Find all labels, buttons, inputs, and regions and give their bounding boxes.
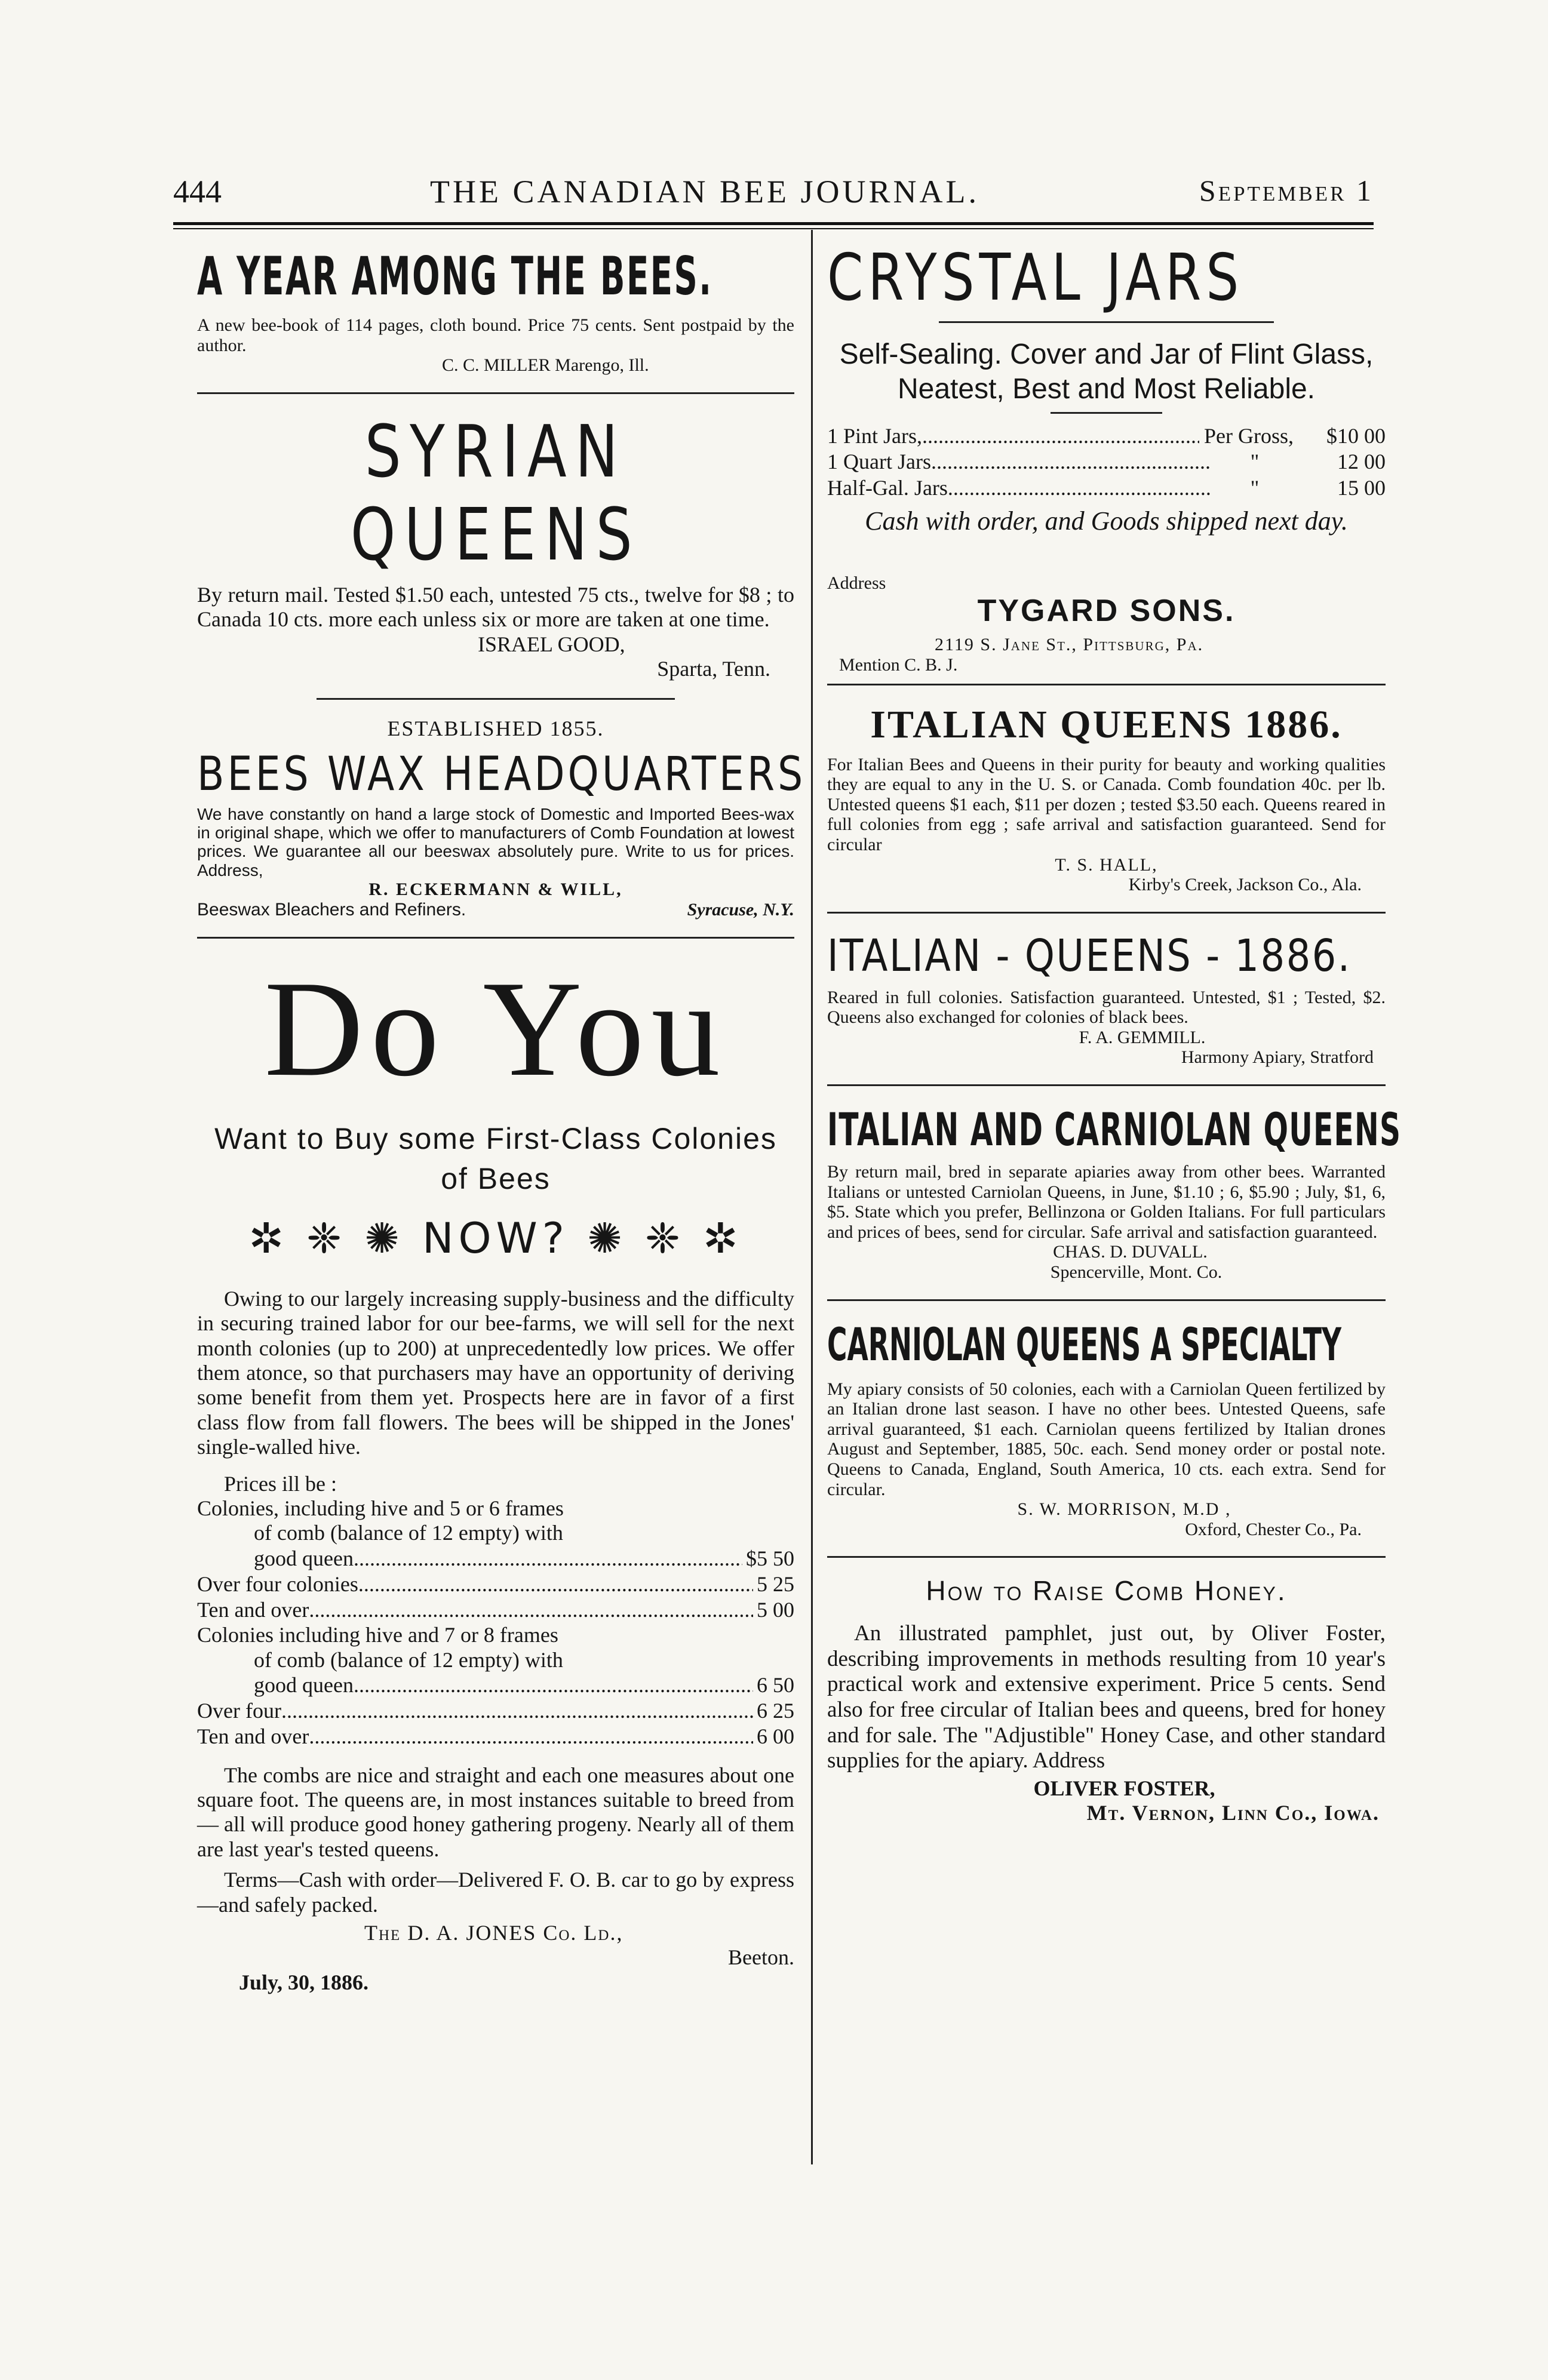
- advertiser-place: Spencerville, Mont. Co.: [1050, 1262, 1223, 1283]
- advertiser-line: [197, 900, 794, 920]
- ad-syrian-queens: [197, 411, 794, 682]
- right-column: [827, 236, 1402, 1825]
- price-row: Ten and over ..... 5 00: [197, 1597, 794, 1623]
- advertiser-name: The D. A. JONES Co. Ld.,: [364, 1920, 624, 1945]
- separator: [827, 1084, 1386, 1086]
- jar-price-row: Half-Gal. Jars ..... " 15 00: [827, 475, 1386, 501]
- advertiser-name: S. W. MORRISON, M.D ,: [1017, 1499, 1231, 1520]
- ad-body: Owing to our largely increasing supply-business and the difficulty in securing trained labor for our bee-farms, we will sell for the next month colonies (up to 200) at unprecedentedly low prices. We offer them atonce, so that purchasers may have an opportunity of deriving some benefit from them yet. Prospects here are in favor of a first class flow from fall flowers. The bees will be shipped in the Jones' single-walled hive.: [197, 1286, 794, 1459]
- header-rule-thin: [173, 228, 1374, 229]
- ornament-icon: ✲ ❈ ✺: [248, 1213, 404, 1263]
- terms-text: Terms—Cash with order—Delivered F. O. B. car to go by express—and safely packed.: [197, 1868, 794, 1917]
- ad-beeswax: [197, 717, 806, 920]
- price-row: good queen ..... $5 50: [197, 1546, 794, 1572]
- separator: [827, 1556, 1386, 1558]
- advertiser-name: CHAS. D. DUVALL.: [1053, 1242, 1208, 1262]
- ad-italian-queens-hall: [827, 702, 1386, 895]
- jar-price-row: 1 Pint Jars, ..... Per Gross, $10 00: [827, 423, 1386, 449]
- jar-price-row: 1 Quart Jars ..... " 12 00: [827, 449, 1386, 475]
- cash-terms: Cash with order, and Goods shipped next day.: [865, 506, 1348, 536]
- price-row: Over four ..... 6 25: [197, 1698, 794, 1724]
- advertiser-name: R. ECKERMANN & WILL,: [368, 880, 623, 900]
- ad-subtitle: Want to Buy some First-Class Colonies of Bees: [214, 1121, 777, 1196]
- separator: [827, 1299, 1386, 1301]
- ad-body: For Italian Bees and Queens in their purity for beauty and working qualities they are equal to any in the U. S. or Canada. Comb foundation 40c. per lb. Untested queens $1 each, $11 per dozen ; tested $3.50 each. Queens reared in full colonies from egg ; safe arrival and satisfaction guaranteed. Send for circular: [827, 754, 1386, 854]
- advertiser-name: F. A. GEMMILL.: [1079, 1027, 1206, 1047]
- advertiser-place: Mt. Vernon, Linn Co., Iowa.: [1086, 1801, 1380, 1825]
- ad-year-among-bees: [197, 245, 794, 376]
- ad-date: July, 30, 1886.: [239, 1970, 369, 1994]
- advertiser-trade: Beeswax Bleachers and Refiners.: [197, 899, 466, 920]
- established-line: ESTABLISHED 1855.: [387, 717, 604, 741]
- ad-title: ITALIAN - QUEENS - 1886.: [827, 930, 1352, 982]
- separator: [827, 912, 1386, 914]
- header-rule: [173, 222, 1374, 225]
- left-column: [197, 236, 806, 1995]
- advertiser-place: Harmony Apiary, Stratford: [1181, 1047, 1374, 1068]
- separator: [939, 321, 1274, 323]
- separator: [827, 684, 1386, 685]
- column-divider: [811, 230, 813, 2164]
- advertiser-place: Sparta, Tenn.: [657, 656, 770, 681]
- ad-carniolan-morrison: [827, 1318, 1386, 1540]
- ad-do-you: [197, 952, 794, 1995]
- advertiser-street: 2119 S. Jane St., Pittsburg, Pa.: [935, 635, 1204, 655]
- separator: [317, 698, 675, 700]
- separator: [197, 392, 794, 394]
- ad-signature: C. C. MILLER Marengo, Ill.: [442, 355, 649, 376]
- price-row: good queen ..... 6 50: [197, 1672, 794, 1698]
- group2-line2: of comb (balance of 12 empty) with: [254, 1647, 563, 1672]
- ad-body: A new bee-book of 114 pages, cloth bound. Price 75 cents. Sent postpaid by the author.: [197, 315, 794, 355]
- now-word: NOW?: [422, 1213, 569, 1263]
- ad-italian-queens-gemmill: [827, 930, 1386, 1068]
- page-number: 444: [173, 174, 222, 210]
- ad-crystal-jars: [827, 241, 1386, 675]
- group1-line2: of comb (balance of 12 empty) with: [254, 1521, 563, 1545]
- group2-line1: Colonies including hive and 7 or 8 frames: [197, 1623, 558, 1647]
- ad-title: BEES WAX HEADQUARTERS: [197, 747, 806, 801]
- ad-title: CARNIOLAN QUEENS A SPECIALTY: [827, 1317, 1342, 1371]
- ad-title: ITALIAN QUEENS 1886.: [870, 702, 1343, 746]
- ad-subtitle: Self-Sealing. Cover and Jar of Flint Glass, Neatest, Best and Most Reliable.: [839, 339, 1374, 405]
- ad-body: An illustrated pamphlet, just out, by Oliver Foster, describing improvements in methods resulting from 10 year's practical work and extensive experiment. Price 5 cents. Send also for free circular of Italian bees and queens, bred for honey and for sale. The "Adjustible" Honey Case, and other standard supplies for the apiary. Address: [827, 1621, 1386, 1773]
- ad-body: Reared in full colonies. Satisfaction guaranteed. Untested, $1 ; Tested, $2. Queens also exchanged for colonies of black bees.: [827, 987, 1386, 1028]
- separator: [1051, 412, 1162, 414]
- ad-title: A YEAR AMONG THE BEES.: [197, 245, 713, 307]
- journal-title: THE CANADIAN BEE JOURNAL.: [430, 174, 979, 210]
- ad-body: By return mail, bred in separate apiaries away from other bees. Warranted Italians or untested Carniolan Queens, in June, $1.10 ; 6, $5.90 ; July, $1, 6, $5. State which you prefer, Bellinzona or Golden Italians. For full particulars and prices of bees, send for circular. Safe arrival and satisfaction guaranteed.: [827, 1162, 1386, 1242]
- ad-title: ITALIAN AND CARNIOLAN QUEENS: [827, 1103, 1402, 1157]
- ad-body: We have constantly on hand a large stock of Domestic and Imported Bees-wax in original shape, which we offer to manufacturers of Comb Foundation at lowest prices. We guarantee all our beeswax absolutely pure. Write to us for prices. Address,: [197, 804, 794, 880]
- ad-body: My apiary consists of 50 colonies, each with a Carniolan Queen fertilized by an Italian drone last season. I have no other bees. Untested Queens, safe arrival guaranteed, $1 each. Carniolan queens fertilized by Italian drones August and September, 1885, 50c. each. Send money order or postal note. Queens to Canada, England, South America, 10 cts. each extra. Send for circular.: [827, 1379, 1386, 1499]
- advertiser-place: Oxford, Chester Co., Pa.: [1185, 1519, 1362, 1539]
- advertiser-place: Beeton.: [728, 1945, 794, 1970]
- separator: [197, 937, 794, 939]
- advertiser-name: OLIVER FOSTER,: [1033, 1776, 1215, 1800]
- ad-title: How to Raise Comb Honey.: [926, 1575, 1287, 1607]
- prices-intro: Prices ill be :: [224, 1471, 337, 1496]
- ad-carniolan-duvall: [827, 1103, 1402, 1283]
- advertiser-name: TYGARD SONS.: [977, 594, 1236, 629]
- advertiser-city: Syracuse, N.Y.: [687, 899, 794, 920]
- ad-body: By return mail. Tested $1.50 each, untested 75 cts., twelve for $8 ; to Canada 10 cts. more each unless six or more are taken at one time.: [197, 582, 794, 632]
- running-header: [173, 173, 1374, 215]
- ad-title: Do You: [264, 952, 727, 1105]
- mention-line: Mention C. B. J.: [839, 654, 958, 675]
- now-banner: [197, 1214, 794, 1263]
- combs-text: The combs are nice and straight and each one measures about one square foot. The queens are, in most instances suitable to breed from— all will produce good honey gathering progeny. Nearly all of them are last year's tested queens.: [197, 1763, 794, 1861]
- ornament-icon: ✺ ❈ ✲: [587, 1213, 743, 1263]
- address-label: Address: [827, 573, 886, 593]
- advertiser-place: Kirby's Creek, Jackson Co., Ala.: [1128, 875, 1362, 895]
- advertiser-name: T. S. HALL,: [1055, 854, 1158, 875]
- ad-title: CRYSTAL JARS: [827, 241, 1244, 315]
- price-row: Over four colonies ..... 5 25: [197, 1572, 794, 1597]
- price-row: Ten and over ..... 6 00: [197, 1724, 794, 1749]
- ad-title: SYRIAN QUEENS: [350, 410, 641, 577]
- group1-line1: Colonies, including hive and 5 or 6 frames: [197, 1496, 564, 1520]
- issue-date: September 1: [1199, 174, 1374, 207]
- advertiser-name: ISRAEL GOOD,: [478, 632, 625, 656]
- ad-how-to-raise-comb-honey: [827, 1575, 1386, 1825]
